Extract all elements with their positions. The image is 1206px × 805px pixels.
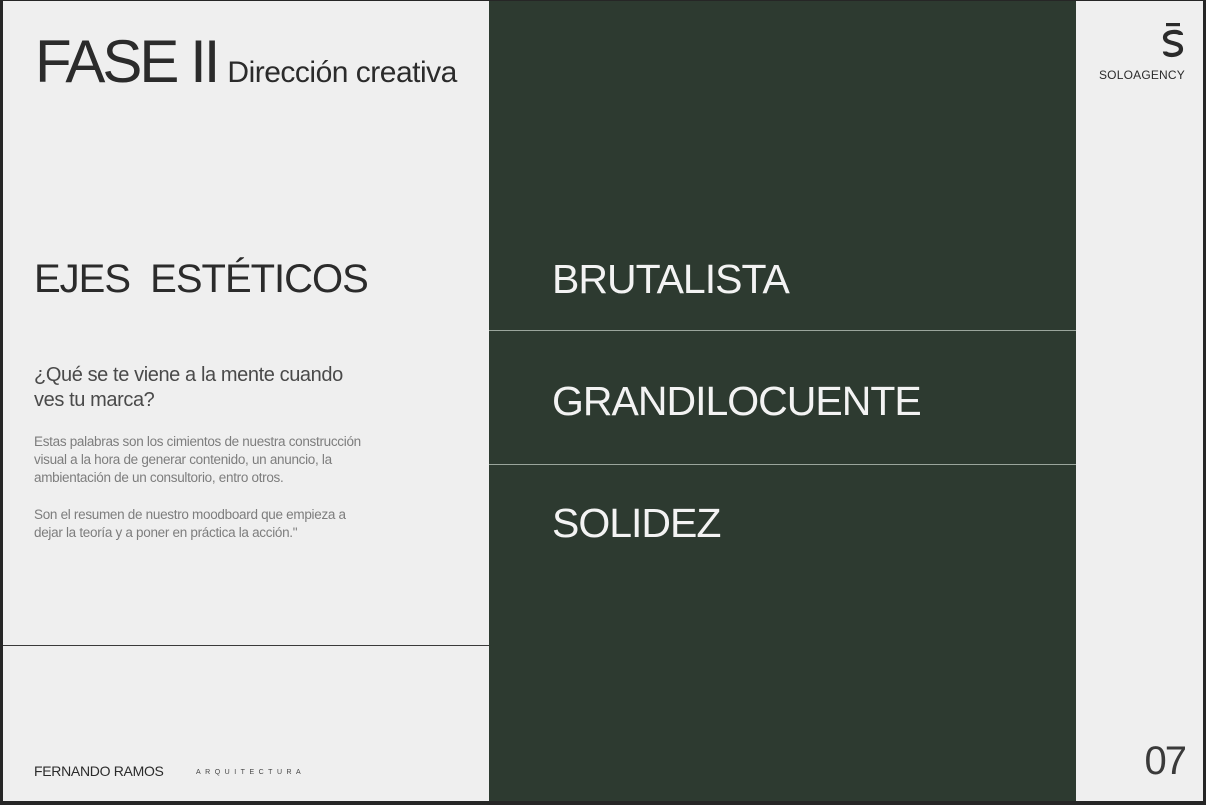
page-number: 07: [1144, 739, 1185, 783]
right-column: [1076, 1, 1203, 801]
phase-label: FASE II: [35, 28, 218, 95]
s-monogram-icon: [1161, 23, 1185, 59]
axis-word-solidez: SOLIDEZ: [552, 500, 721, 546]
body-paragraph-1: Estas palabras son los cimientos de nuestra construcción visual a la hora de generar contenido, un anuncio, la ambientación de un consultorio, entro otros.: [34, 434, 361, 485]
footer-divider: [3, 645, 489, 646]
brand-name: SOLOAGENCY: [1098, 68, 1185, 82]
slide: [3, 1, 1203, 801]
author-name: FERNANDO RAMOS: [34, 763, 164, 779]
phase-subtitle: Dirección creativa: [227, 56, 457, 89]
section-question: ¿Qué se te viene a la mente cuando ves tu marca?: [34, 364, 343, 411]
left-column: [3, 1, 489, 801]
discipline-label: ARQUITECTURA: [196, 769, 306, 776]
axis-word-brutalista: BRUTALISTA: [552, 256, 789, 302]
phase-title: [35, 27, 457, 96]
axes-panel: [489, 1, 1076, 801]
axis-word-grandilocuente: GRANDILOCUENTE: [552, 378, 921, 424]
section-heading: EJES ESTÉTICOS: [34, 257, 368, 301]
body-paragraph-2: Son el resumen de nuestro moodboard que empieza a dejar la teoría y a poner en práctica la acción.": [34, 507, 346, 540]
axis-divider: [489, 330, 1076, 331]
axis-divider: [489, 464, 1076, 465]
